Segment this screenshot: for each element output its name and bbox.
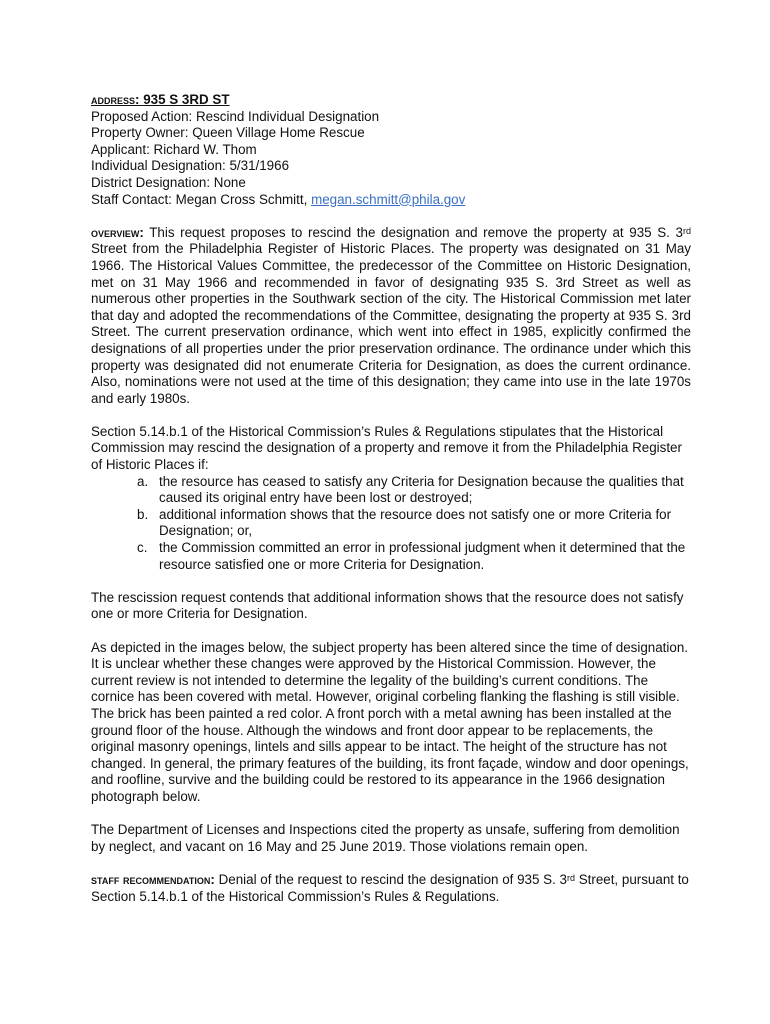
property-owner: Property Owner: Queen Village Home Rescue [91, 125, 365, 141]
section-intro-paragraph: Section 5.14.b.1 of the Historical Commission’s Rules & Regulations stipulates that the Historical Commission may rescind the designation of a property and remove it from the Philadelphia Register of Historic Places if: [91, 423, 682, 473]
recommendation-paragraph: staff recommendation: Denial of the request to rescind the designation of 935 S. 3rd Street, pursuant to Section 5.14.b.1 of the Historical Commission’s Rules & Regulations. [91, 871, 689, 904]
overview-paragraph: overview: This request proposes to rescind the designation and remove the property at 935 S. 3rd Street from the Philadelphia Register of Historic Places. The property was designated on 31 May 1966. The Historical Values Committee, the predecessor of the Committee on Historic Designation, met on 31 May 1966 and recommended in favor of designating 935 S. 3rd Street as well as numerous other properties in the Southwark section of the city. The Historical Commission met later that day and adopted the recommendations of the Committee, designating the property at 935 S. 3rd Street. The current preservation ordinance, which went into effect in 1985, explicitly confirmed the designations of all properties under the prior preservation ordinance. The ordinance under which this property was designated did not enumerate Criteria for Designation, as does the current ordinance. Also, nominations were not used at the time of this designation; they came into use in the late 1970s and early 1980s. [91, 224, 691, 406]
overview-label: overview: [91, 224, 144, 240]
criteria-item: c. the Commission committed an error in professional judgment when it determined that the resource satisfied one or more Criteria for Designation. [137, 540, 686, 572]
proposed-action: Proposed Action: Rescind Individual Designation [91, 108, 380, 124]
criteria-list [91, 474, 691, 574]
staff-contact: Staff Contact: Megan Cross Schmitt, megan.schmitt@phila.gov [91, 191, 466, 207]
applicant: Applicant: Richard W. Thom [91, 141, 257, 157]
district-designation: District Designation: None [91, 174, 246, 190]
criteria-item: a. the resource has ceased to satisfy any Criteria for Designation because the qualities that caused its original entry have been lost or destroyed; [137, 473, 684, 506]
property-header [91, 92, 691, 208]
criteria-item: b. additional information shows that the resource does not satisfy one or more Criteria for Designation; or, [137, 506, 672, 539]
depiction-paragraph: As depicted in the images below, the subject property has been altered since the time of designation. It is unclear whether these changes were approved by the Historical Commission. However, the current review is not intended to determine the legality of the building’s current conditions. The cornice has been covered with metal. However, original corbeling flanking the flashing is still visible. The brick has been painted a red color. A front porch with a metal awning has been installed at the ground floor of the house. Although the windows and front door appear to be replacements, the original masonry openings, lintels and sills appear to be intact. The height of the structure has not changed. In general, the primary features of the building, its front façade, window and door openings, and roofline, survive and the building could be restored to its appearance in the 1966 designation photograph below. [91, 639, 689, 804]
individual-designation: Individual Designation: 5/31/1966 [91, 158, 290, 174]
staff-contact-email-link[interactable]: megan.schmitt@phila.gov [311, 191, 466, 207]
recommendation-label: staff recommendation: [91, 871, 215, 887]
address-heading: address: 935 S 3RD ST [91, 92, 230, 107]
address-line [91, 92, 691, 109]
document-page [91, 92, 691, 905]
licenses-paragraph: The Department of Licenses and Inspections cited the property as unsafe, suffering from demolition by neglect, and vacant on 16 May and 25 June 2019. Those violations remain open. [91, 822, 680, 854]
rescission-paragraph: The rescission request contends that additional information shows that the resource does not satisfy one or more Criteria for Designation. [91, 589, 684, 622]
